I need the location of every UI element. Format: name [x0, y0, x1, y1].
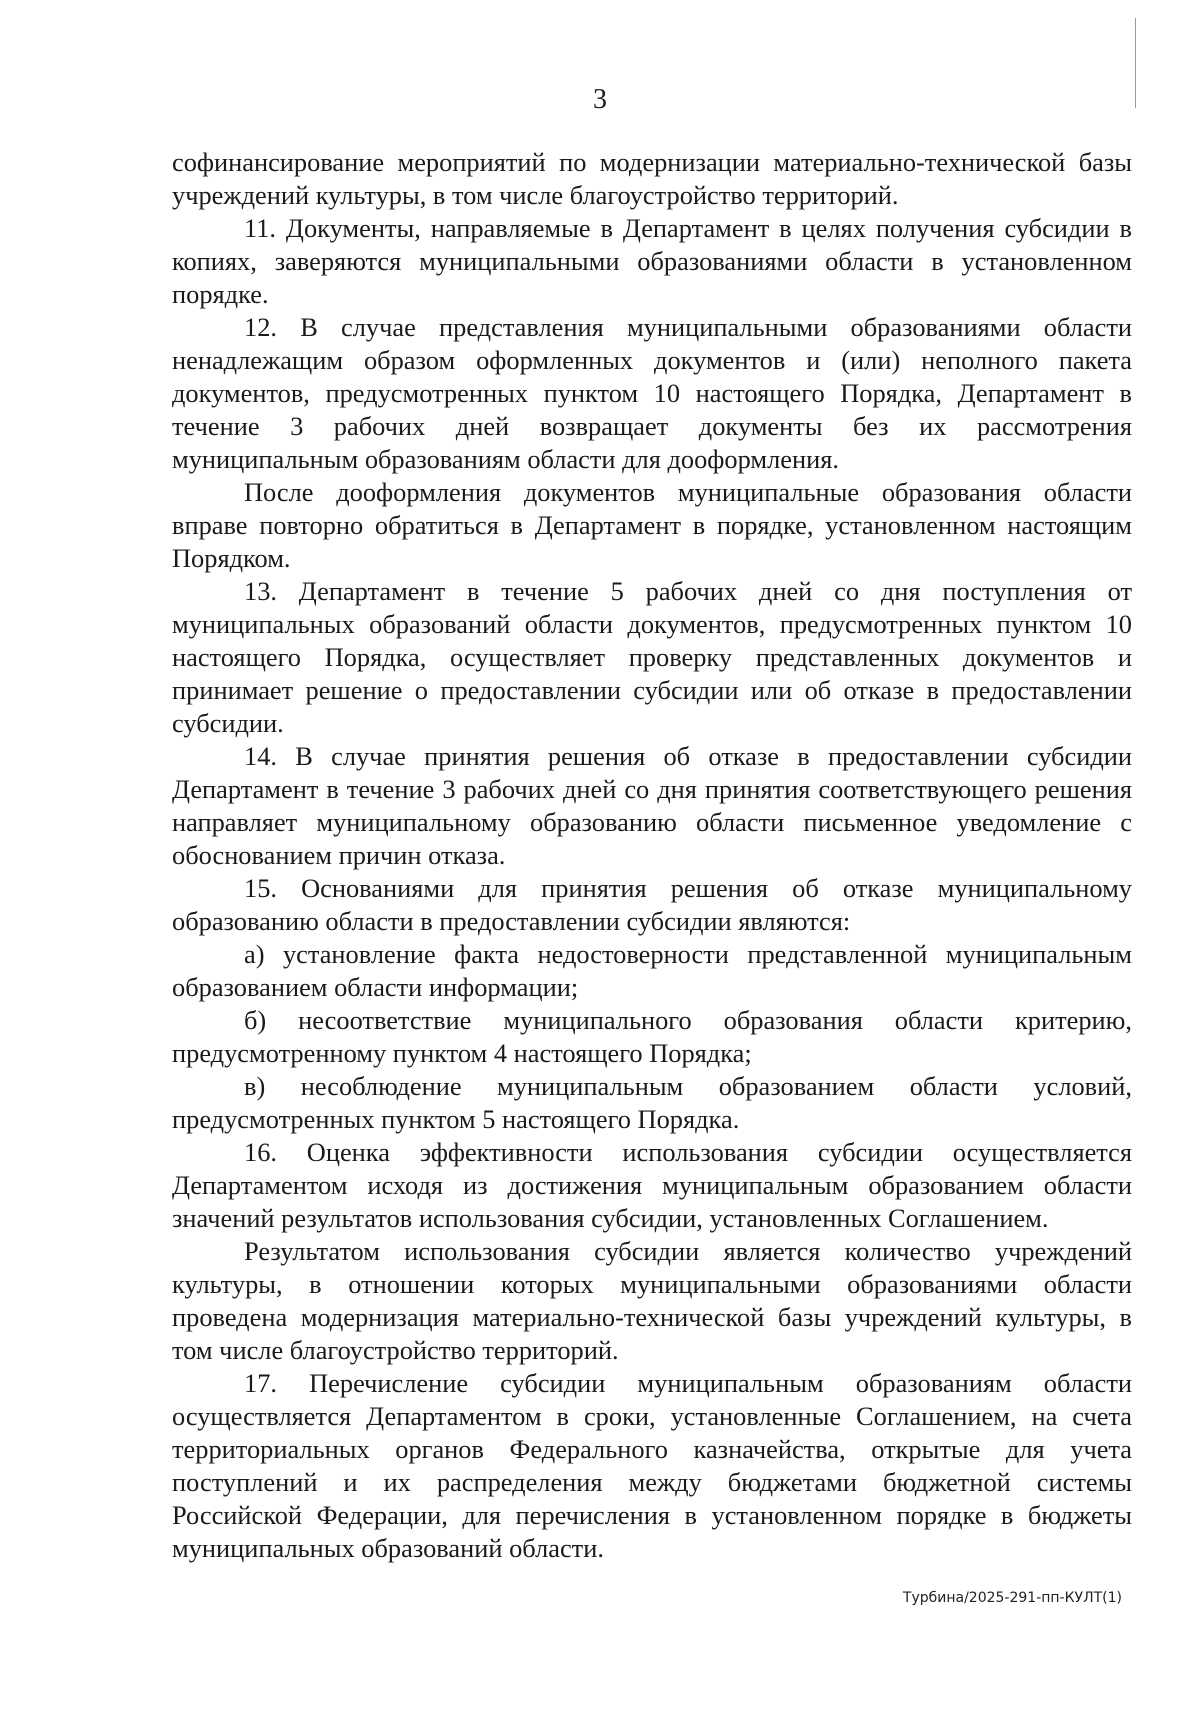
paragraph-item-11: 11. Документы, направляемые в Департамент в целях получения субсидии в копиях, заверяются муниципальными образованиями области в установленном порядке. — [172, 213, 1132, 309]
subitem-v: в) несоблюдение муниципальным образованием области условий, предусмотренных пунктом 5 настоящего Порядка. — [172, 1071, 1132, 1134]
paragraph-item-15: 15. Основаниями для принятия решения об отказе муниципальному образованию области в предоставлении субсидии являются: — [172, 873, 1132, 936]
subitem-b: б) несоответствие муниципального образования области критерию, предусмотренному пунктом 4 настоящего Порядка; — [172, 1005, 1132, 1068]
paragraph-item-17: 17. Перечисление субсидии муниципальным образованиям области осуществляется Департаментом в сроки, установленные Соглашением, на счета территориальных органов Федерального казначейства, открытые для учета поступлений и их распределения между бюджетами бюджетной системы Российской Федерации, для перечисления в установленном порядке в бюджеты муниципальных образований области. — [172, 1368, 1132, 1563]
document-body — [172, 146, 1132, 1565]
paragraph: После дооформления документов муниципальные образования области вправе повторно обратиться в Департамент в порядке, установленном настоящим Порядком. — [172, 477, 1132, 573]
paragraph-item-14: 14. В случае принятия решения об отказе в предоставлении субсидии Департамент в течение 3 рабочих дней со дня принятия соответствующего решения направляет муниципальному образованию области письменное уведомление с обоснованием причин отказа. — [172, 741, 1132, 870]
paragraph-item-12: 12. В случае представления муниципальными образованиями области ненадлежащим образом оформленных документов и (или) неполного пакета документов, предусмотренных пунктом 10 настоящего Порядка, Департамент в течение 3 рабочих дней возвращает документы без их рассмотрения муниципальным образованиям области для дооформления. — [172, 312, 1132, 474]
document-code: Турбина/2025-291-пп-КУЛТ(1) — [902, 1590, 1122, 1606]
paragraph-item-16: 16. Оценка эффективности использования субсидии осуществляется Департаментом исходя из достижения муниципальным образованием области значений результатов использования субсидии, установленных Соглашением. — [172, 1137, 1132, 1233]
page-number: 3 — [593, 84, 607, 115]
paragraph-item-13: 13. Департамент в течение 5 рабочих дней со дня поступления от муниципальных образований области документов, предусмотренных пунктом 10 настоящего Порядка, осуществляет проверку представленных документов и принимает решение о предоставлении субсидии или об отказе в предоставлении субсидии. — [172, 576, 1132, 738]
subitem-a: а) установление факта недостоверности представленной муниципальным образованием области информации; — [172, 939, 1132, 1002]
paragraph: Результатом использования субсидии является количество учреждений культуры, в отношении которых муниципальными образованиями области проведена модернизация материально-технической базы учреждений культуры, в том числе благоустройство территорий. — [172, 1236, 1132, 1365]
paragraph: софинансирование мероприятий по модернизации материально-технической базы учреждений культуры, в том числе благоустройство территорий. — [172, 147, 1132, 210]
